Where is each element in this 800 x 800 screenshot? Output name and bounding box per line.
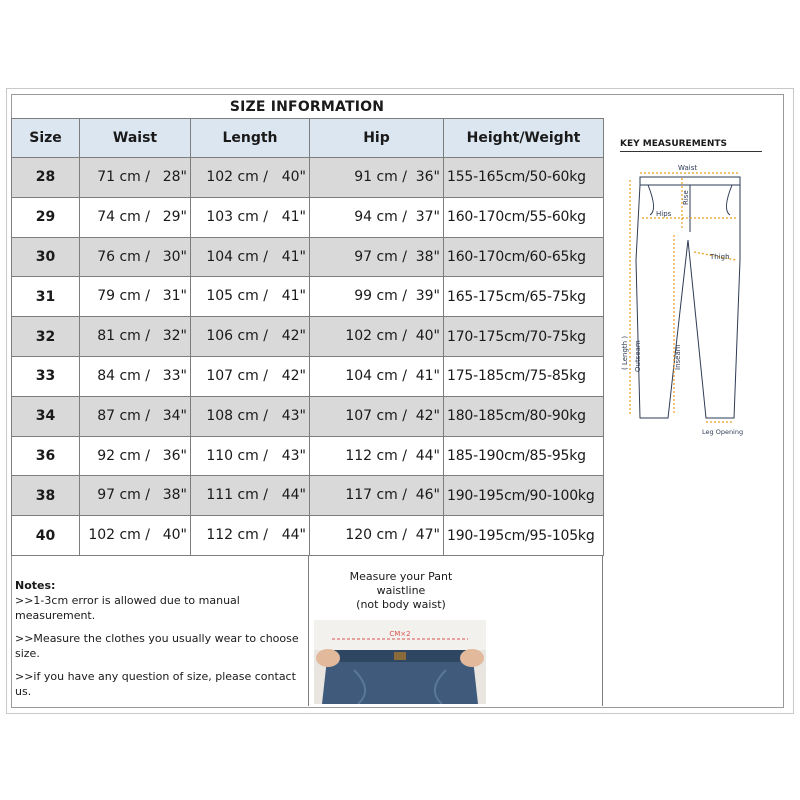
key-measurements-title: KEY MEASUREMENTS <box>620 139 762 152</box>
cell-height-weight: 190-195cm/90-100kg <box>444 476 604 516</box>
pant-caption-line: (not body waist) <box>356 598 446 611</box>
cell-size: 33 <box>12 356 80 396</box>
hip-in: 37" <box>415 208 440 225</box>
cell-height-weight: 170-175cm/70-75kg <box>444 317 604 357</box>
size-row <box>12 158 604 198</box>
waist-in: 34" <box>162 407 187 424</box>
length-cm: 110 cm / <box>206 447 268 464</box>
hip-cm: 120 cm / <box>345 527 407 544</box>
pant-caption-line: Measure your Pant <box>349 570 453 583</box>
cell-length <box>191 277 310 317</box>
cell-hip <box>310 356 444 396</box>
waist-cm: 87 cm / <box>97 407 150 424</box>
cell-hip <box>310 516 444 556</box>
cell-height-weight: 160-170cm/55-60kg <box>444 197 604 237</box>
pant-measure-box <box>309 556 603 706</box>
cell-hip <box>310 436 444 476</box>
cell-size: 40 <box>12 516 80 556</box>
note-item: >>1-3cm error is allowed due to manual measurement. <box>15 594 240 622</box>
waist-cm: 97 cm / <box>97 487 150 504</box>
size-row <box>12 356 604 396</box>
waist-in: 29" <box>162 208 187 225</box>
cell-height-weight: 190-195cm/95-105kg <box>444 516 604 556</box>
note-item: >>if you have any question of size, please contact us. <box>15 670 296 698</box>
length-cm: 102 cm / <box>206 169 268 185</box>
hip-cm: 104 cm / <box>345 367 407 384</box>
waist-cm: 81 cm / <box>97 328 150 345</box>
cell-waist <box>80 317 191 357</box>
hip-in: 39" <box>415 288 440 305</box>
cell-hip <box>310 197 444 237</box>
length-cm: 104 cm / <box>206 248 268 265</box>
hip-cm: 94 cm / <box>354 208 407 225</box>
hip-in: 44" <box>415 447 440 464</box>
label-inseam: Inseam <box>674 344 682 370</box>
cell-waist <box>80 476 191 516</box>
waist-cm: 71 cm / <box>97 169 150 185</box>
waist-in: 31" <box>162 288 187 305</box>
length-in: 44" <box>281 527 306 544</box>
table-header-row <box>12 119 604 158</box>
size-row <box>12 197 604 237</box>
cell-height-weight: 185-190cm/85-95kg <box>444 436 604 476</box>
hip-cm: 91 cm / <box>354 169 407 185</box>
length-in: 41" <box>281 248 306 265</box>
hip-cm: 102 cm / <box>345 328 407 345</box>
label-length: ( Length ) <box>621 335 629 370</box>
hip-in: 41" <box>415 367 440 384</box>
cell-length <box>191 516 310 556</box>
cell-size: 36 <box>12 436 80 476</box>
cell-height-weight: 160-170cm/60-65kg <box>444 237 604 277</box>
notes-box <box>11 556 309 706</box>
cell-hip <box>310 317 444 357</box>
label-waist: Waist <box>678 164 698 172</box>
hip-cm: 117 cm / <box>345 487 407 504</box>
label-hips: Hips <box>656 210 672 218</box>
cell-waist <box>80 197 191 237</box>
cell-hip <box>310 237 444 277</box>
header-hip: Hip <box>310 119 444 158</box>
cell-hip <box>310 158 444 198</box>
cell-length <box>191 197 310 237</box>
length-in: 44" <box>281 487 306 504</box>
waist-in: 33" <box>162 367 187 384</box>
length-cm: 111 cm / <box>206 487 268 504</box>
cell-waist <box>80 158 191 198</box>
cell-height-weight: 175-185cm/75-85kg <box>444 356 604 396</box>
label-leg-opening: Leg Opening <box>702 428 744 436</box>
cell-length <box>191 356 310 396</box>
pant-caption-line: waistline <box>376 584 426 597</box>
header-size: Size <box>12 119 80 158</box>
header-length: Length <box>191 119 310 158</box>
cell-length <box>191 436 310 476</box>
waist-cm: 76 cm / <box>97 248 150 265</box>
cell-height-weight: 180-185cm/80-90kg <box>444 396 604 436</box>
hip-in: 36" <box>415 169 440 185</box>
hip-cm: 99 cm / <box>354 288 407 305</box>
hip-in: 38" <box>415 248 440 265</box>
size-row <box>12 436 604 476</box>
length-in: 41" <box>281 208 306 225</box>
table-title: SIZE INFORMATION <box>229 99 385 115</box>
cell-hip <box>310 396 444 436</box>
waist-cm: 84 cm / <box>97 367 150 384</box>
size-row <box>12 396 604 436</box>
cell-length <box>191 317 310 357</box>
waist-cm: 102 cm / <box>88 527 150 544</box>
waist-cm: 92 cm / <box>97 447 150 464</box>
length-in: 41" <box>281 288 306 305</box>
cell-size: 28 <box>12 158 80 198</box>
size-row <box>12 277 604 317</box>
label-outseam: Outseam <box>634 340 642 372</box>
cell-size: 31 <box>12 277 80 317</box>
pant-caption <box>309 570 493 612</box>
length-cm: 108 cm / <box>206 407 268 424</box>
label-thigh: Thigh <box>710 253 730 261</box>
length-cm: 106 cm / <box>206 328 268 345</box>
cell-waist <box>80 516 191 556</box>
note-item: >>Measure the clothes you usually wear to choose size. <box>15 632 299 660</box>
cell-size: 29 <box>12 197 80 237</box>
cell-waist <box>80 237 191 277</box>
size-row <box>12 476 604 516</box>
length-cm: 105 cm / <box>206 288 268 305</box>
size-table <box>11 118 604 556</box>
cell-size: 30 <box>12 237 80 277</box>
length-in: 42" <box>281 367 306 384</box>
hip-in: 46" <box>415 487 440 504</box>
waist-in: 28" <box>162 169 187 185</box>
cell-waist <box>80 277 191 317</box>
length-in: 43" <box>281 407 306 424</box>
header-waist: Waist <box>80 119 191 158</box>
cell-height-weight: 155-165cm/50-60kg <box>444 158 604 198</box>
length-cm: 112 cm / <box>206 527 268 544</box>
cell-hip <box>310 277 444 317</box>
cell-size: 38 <box>12 476 80 516</box>
waist-in: 40" <box>162 527 187 544</box>
length-cm: 103 cm / <box>206 208 268 225</box>
cell-size: 34 <box>12 396 80 436</box>
length-in: 42" <box>281 328 306 345</box>
cell-size: 32 <box>12 317 80 357</box>
hip-cm: 112 cm / <box>345 447 407 464</box>
hip-cm: 97 cm / <box>354 248 407 265</box>
hip-in: 47" <box>415 527 440 544</box>
header-height-weight: Height/Weight <box>444 119 604 158</box>
size-row <box>12 317 604 357</box>
label-rise: Rise <box>682 190 690 205</box>
cell-hip <box>310 476 444 516</box>
cell-waist <box>80 436 191 476</box>
waist-cm: 74 cm / <box>97 208 150 225</box>
cell-height-weight: 165-175cm/65-75kg <box>444 277 604 317</box>
length-cm: 107 cm / <box>206 367 268 384</box>
waist-in: 36" <box>162 447 187 464</box>
hip-in: 40" <box>415 328 440 345</box>
cell-length <box>191 158 310 198</box>
cell-length <box>191 237 310 277</box>
waist-in: 38" <box>162 487 187 504</box>
cell-waist <box>80 356 191 396</box>
waist-in: 30" <box>162 248 187 265</box>
hip-cm: 107 cm / <box>345 407 407 424</box>
pant-waist-photo <box>314 620 486 704</box>
length-in: 43" <box>281 447 306 464</box>
key-measurements-diagram <box>618 160 778 445</box>
waist-in: 32" <box>162 328 187 345</box>
waist-cm: 79 cm / <box>97 288 150 305</box>
length-in: 40" <box>281 169 306 185</box>
notes-heading: Notes: <box>15 579 56 592</box>
cell-length <box>191 476 310 516</box>
size-row <box>12 516 604 556</box>
cell-waist <box>80 396 191 436</box>
size-row <box>12 237 604 277</box>
cell-length <box>191 396 310 436</box>
hip-in: 42" <box>415 407 440 424</box>
pant-photo-label: CM×2 <box>389 630 411 638</box>
